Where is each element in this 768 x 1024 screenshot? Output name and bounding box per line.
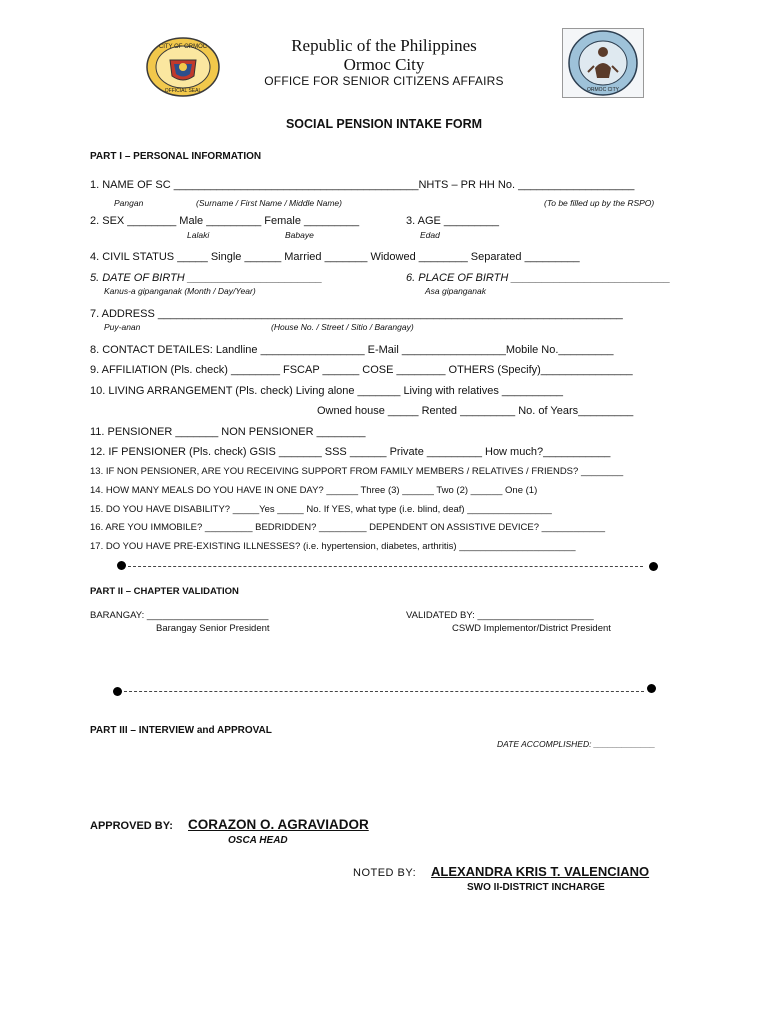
field-living-arrangement-2: Owned house _____ Rented _________ No. of Years_________ xyxy=(317,405,634,417)
sub-puyanan: Puy-anan xyxy=(104,322,141,332)
field-place-of-birth: 6. PLACE OF BIRTH __________________________ xyxy=(406,272,671,284)
header-republic: Republic of the Philippines xyxy=(291,36,477,55)
header-city: Ormoc City xyxy=(343,55,425,74)
divider-dot-right-2 xyxy=(647,684,656,693)
question-14: 14. HOW MANY MEALS DO YOU HAVE IN ONE DAY? ______ Three (3) ______ Two (2) ______ One (1) xyxy=(90,485,538,496)
field-date-of-birth: 5. DATE OF BIRTH ______________________ xyxy=(90,272,323,284)
sub-name-format: (Surname / First Name / Middle Name) xyxy=(196,198,342,208)
divider-line-2 xyxy=(124,691,644,692)
sub-barangay-president: Barangay Senior President xyxy=(156,623,270,634)
svg-text:ORMOC CITY: ORMOC CITY xyxy=(587,87,619,93)
divider-dot-left-2 xyxy=(113,687,122,696)
field-affiliation: 9. AFFILIATION (Pls. check) ________ FSCAP ______ COSE ________ OTHERS (Specify)_______________ xyxy=(90,364,633,376)
divider-dot-right-1 xyxy=(649,562,658,571)
field-age-line: 3. AGE _________ xyxy=(406,215,499,227)
sub-babaye: Babaye xyxy=(285,230,314,240)
field-address: 7. ADDRESS ____________________________________________________________________________ xyxy=(90,308,623,320)
sub-cswd-implementor: CSWD Implementor/District President xyxy=(452,623,611,634)
approved-by-name: CORAZON O. AGRAVIADOR xyxy=(188,817,369,832)
form-title: SOCIAL PENSION INTAKE FORM xyxy=(285,117,483,131)
field-validated-by: VALIDATED BY: ______________________ xyxy=(406,610,594,621)
field-pensioner: 11. PENSIONER _______ NON PENSIONER ________ xyxy=(90,426,366,438)
field-civil-status: 4. CIVIL STATUS _____ Single ______ Married _______ Widowed ________ Separated _________ xyxy=(90,251,580,263)
field-if-pensioner: 12. IF PENSIONER (Pls. check) GSIS _______ SSS ______ Private _________ How much?___________ xyxy=(90,446,611,458)
field-sex-line: 2. SEX ________ Male _________ Female _________ xyxy=(90,215,360,227)
question-15: 15. DO YOU HAVE DISABILITY? _____Yes _____ No. If YES, what type (i.e. blind, deaf) ________________ xyxy=(90,504,552,515)
sub-pob: Asa gipanganak xyxy=(425,286,486,296)
noted-by-label: NOTED BY: xyxy=(353,867,417,879)
field-date-accomplished: DATE ACCOMPLISHED: _____________ xyxy=(497,739,656,749)
field-living-arrangement: 10. LIVING ARRANGEMENT (Pls. check) Living alone _______ Living with relatives __________ xyxy=(90,385,564,397)
field-barangay: BARANGAY: _______________________ xyxy=(90,610,269,621)
sub-pangan: Pangan xyxy=(114,198,144,208)
sub-edad: Edad xyxy=(420,230,440,240)
svg-text:OFFICIAL SEAL: OFFICIAL SEAL xyxy=(164,88,202,94)
sub-lalaki: Lalaki xyxy=(187,230,210,240)
question-16: 16. ARE YOU IMMOBILE? _________ BEDRIDDEN? _________ DEPENDENT ON ASSISTIVE DEVICE? ____________ xyxy=(90,522,606,533)
part1-heading: PART I – PERSONAL INFORMATION xyxy=(90,151,262,162)
divider-dot-left-1 xyxy=(117,561,126,570)
header-office: OFFICE FOR SENIOR CITIZENS AFFAIRS xyxy=(264,74,504,88)
part2-heading: PART II – CHAPTER VALIDATION xyxy=(90,586,239,597)
part3-heading: PART III – INTERVIEW and APPROVAL xyxy=(90,725,272,736)
svg-text:CITY OF ORMOC: CITY OF ORMOC xyxy=(158,44,208,50)
approved-by-title: OSCA HEAD xyxy=(228,835,288,846)
field-name-line: 1. NAME OF SC ________________________________________NHTS – PR HH No. ___________________ xyxy=(90,179,635,191)
question-13: 13. IF NON PENSIONER, ARE YOU RECEIVING SUPPORT FROM FAMILY MEMBERS / RELATIVES / FRIENDS? ________ xyxy=(90,466,624,477)
sub-address-format: (House No. / Street / Sitio / Barangay) xyxy=(271,322,414,332)
divider-line-1 xyxy=(128,566,643,567)
field-contact: 8. CONTACT DETAILES: Landline _________________ E-Mail _________________Mobile No._________ xyxy=(90,344,614,356)
noted-by-title: SWO II-DISTRICT INCHARGE xyxy=(467,882,605,893)
approved-by-label: APPROVED BY: xyxy=(90,820,173,832)
question-17: 17. DO YOU HAVE PRE-EXISTING ILLNESSES? (i.e. hypertension, diabetes, arthritis) ______________________ xyxy=(90,541,576,552)
sub-dob: Kanus-a gipanganak (Month / Day/Year) xyxy=(104,286,256,296)
noted-by-name: ALEXANDRA KRIS T. VALENCIANO xyxy=(431,864,650,879)
sub-rspo: (To be filled up by the RSPO) xyxy=(544,198,655,208)
